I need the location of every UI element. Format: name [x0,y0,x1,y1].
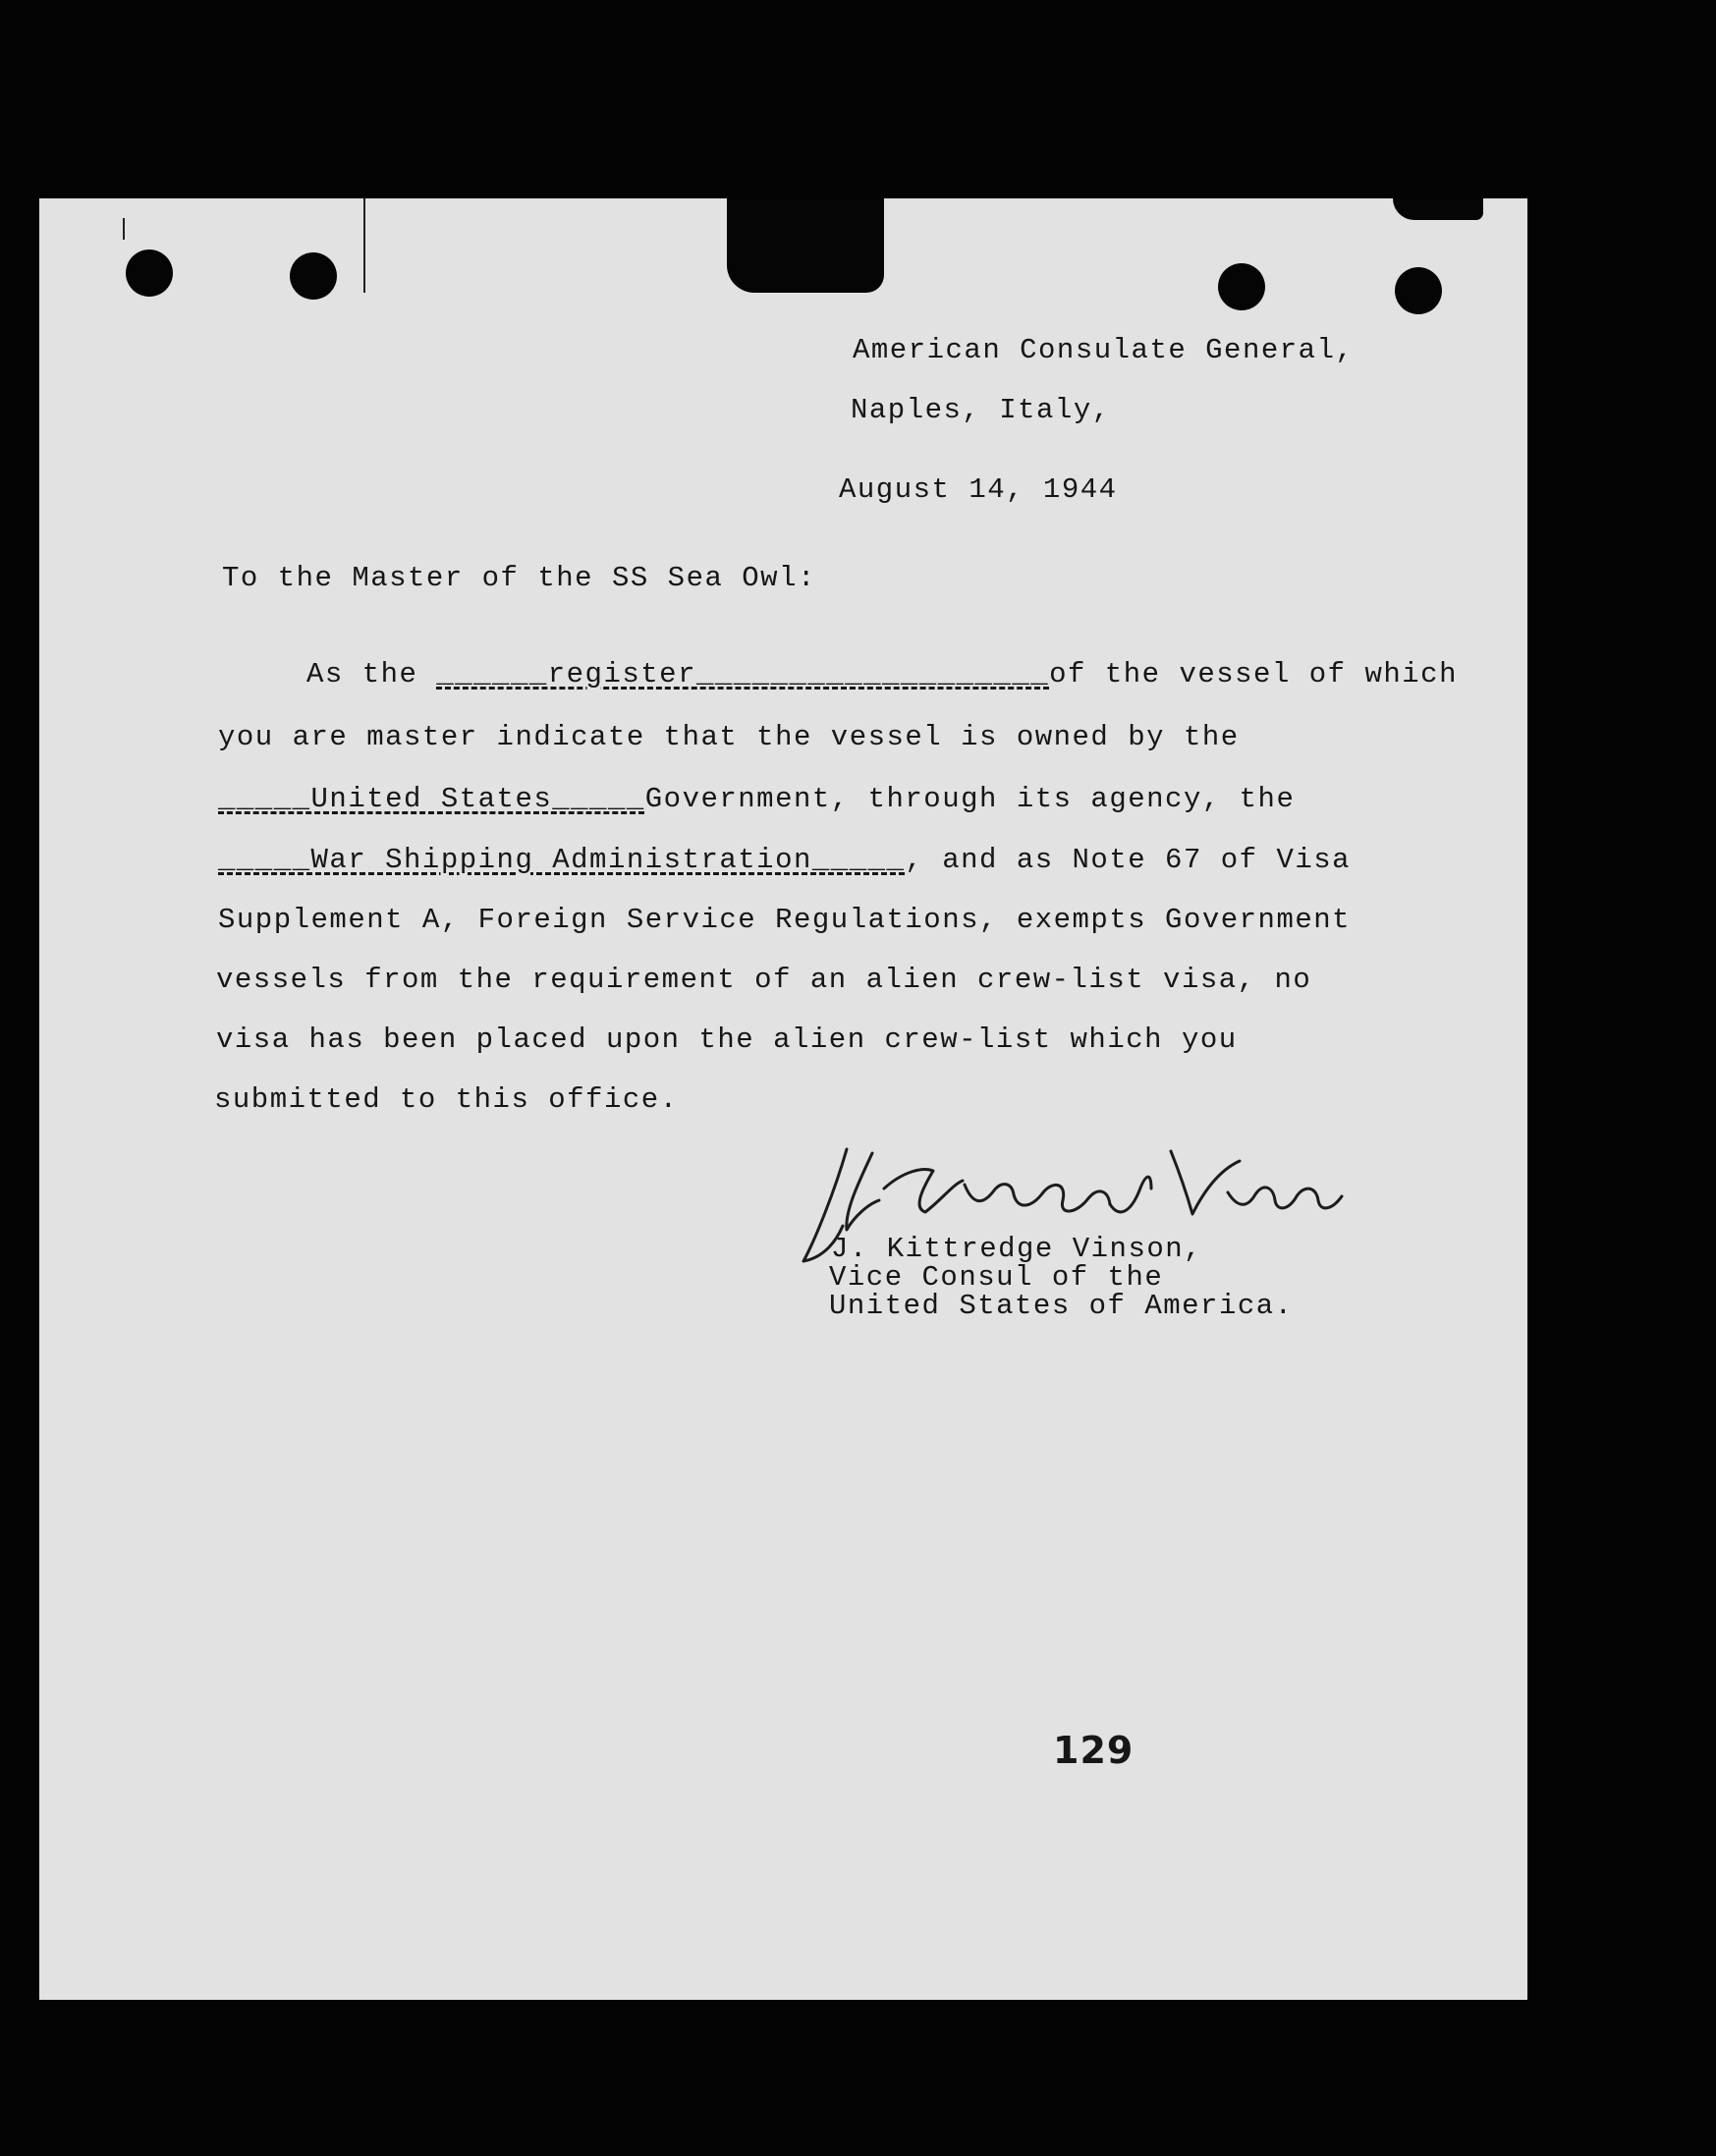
body-text: Government, through its agency, the [644,783,1296,815]
body-line: visa has been placed upon the alien crew-list which you [216,1023,1238,1056]
filled-blank-agency: _____War Shipping Administration_____ [218,844,906,876]
punch-hole [1218,263,1265,310]
signatory-title: United States of America. [829,1290,1294,1322]
body-line [306,660,1458,689]
body-line: Supplement A, Foreign Service Regulations, exempts Government [218,904,1352,936]
document-page [39,198,1527,2000]
margin-mark [363,198,365,293]
filled-blank-owner: _____United States_____ [218,783,645,815]
torn-edge [727,198,884,293]
margin-mark [123,218,125,240]
body-line: vessels from the requirement of an alien crew-list visa, no [216,964,1312,996]
body-text: , and as Note 67 of Visa [905,844,1352,876]
signatory-title: Vice Consul of the [829,1261,1164,1294]
torn-edge [1393,198,1483,220]
body-line: submitted to this office. [214,1083,679,1116]
body-text: of the vessel of which [1049,658,1458,691]
body-line: you are master indicate that the vessel is owned by the [218,721,1240,753]
page-number: 129 [1053,1729,1135,1772]
body-line [218,846,1351,874]
letterhead-office: American Consulate General, [853,334,1355,366]
punch-hole [126,249,173,297]
letterhead-date: August 14, 1944 [839,473,1118,506]
letterhead-city: Naples, Italy, [851,394,1111,426]
filled-blank-register: ______register___________________ [436,658,1050,691]
signatory-name: J. Kittredge Vinson, [831,1233,1203,1265]
body-text: As the [306,658,437,691]
body-line [218,785,1295,813]
salutation: To the Master of the SS Sea Owl: [222,562,816,594]
punch-hole [1395,267,1442,314]
punch-hole [290,252,337,300]
